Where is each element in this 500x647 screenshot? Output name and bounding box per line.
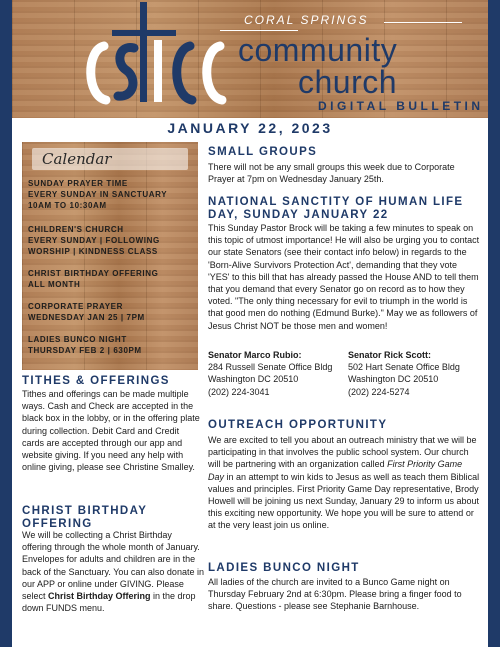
calendar-item-birthday-offering	[28, 268, 196, 290]
calendar-panel	[22, 142, 198, 370]
small-groups-heading: SMALL GROUPS	[208, 146, 318, 158]
senator-rubio-city: Washington DC 20510	[208, 374, 299, 385]
calendar-item-text: CHRIST BIRTHDAY OFFERING ALL MONTH	[28, 269, 159, 289]
senator-scott-name: Senator Rick Scott:	[348, 350, 432, 360]
senator-rubio-phone: (202) 224-3041	[208, 386, 270, 397]
outreach-italic: First Priority Game Day	[208, 459, 463, 482]
calendar-item-bunco	[28, 334, 196, 356]
senator-scott-address: 502 Hart Senate Office Bldg	[348, 362, 460, 373]
title-community: community	[238, 32, 398, 68]
bulletin-page	[12, 0, 488, 647]
calendar-item-text: CHILDREN'S CHURCH EVERY SUNDAY | FOLLOWING WORSHIP | KINDNESS CLASS	[28, 225, 160, 256]
calendar-title: Calendar	[32, 148, 188, 170]
outreach-text: We are excited to tell you about an outreach ministry that we will be participating in that involves the public school system. Our church will be partnering with an organization called	[208, 435, 477, 470]
tithes-body: Tithes and offerings can be made multiple ways. Cash and Check are accepted in the black box in the lobby, or in the offering plate during collection. Debit Card and Credit cards are accepted through our app and website giving. If you need any help with online giving, please see Christine Smalley.	[22, 389, 200, 473]
header-banner	[12, 0, 488, 118]
calendar-item-text: CORPORATE PRAYER WEDNESDAY JAN 25 | 7PM	[28, 302, 145, 322]
christ-birthday-heading: CHRIST BIRTHDAY OFFERING	[22, 505, 148, 530]
senator-scott-city: Washington DC 20510	[348, 374, 439, 385]
title-church: church	[298, 64, 398, 100]
subtitle-digital-bulletin: DIGITAL BULLETIN	[318, 99, 484, 113]
christ-birthday-body	[22, 529, 204, 614]
christ-birthday-bold: Christ Birthday Offering	[48, 591, 151, 602]
tagline-rule-right	[384, 22, 462, 23]
senator-rubio-address: 284 Russell Senate Office Bldg	[208, 362, 333, 373]
tagline: CORAL SPRINGS	[244, 13, 369, 27]
tithes-heading: TITHES & OFFERINGS	[22, 375, 170, 387]
bulletin-date: JANUARY 22, 2023	[167, 120, 333, 136]
tagline-rule-left	[220, 30, 298, 31]
bunco-body: All ladies of the church are invited to a Bunco Game night on Thursday February 2nd at 6:30pm. Please bring a finger food to share. Questions - please see Stephanie Barnhouse.	[208, 577, 462, 612]
calendar-item-text: LADIES BUNCO NIGHT THURSDAY FEB 2 | 630PM	[28, 335, 142, 355]
outreach-text-end: in an attempt to win kids to Jesus as well as teach them Biblical values and principles. First Priority Game Day representative, Brody Howell will be joining us next Sunday, January 29 to inform us about this exciting new opportunity. We hope you will be sure to attend or at the very least join us online.	[208, 471, 480, 531]
calendar-item-childrens-church	[28, 224, 196, 257]
outreach-heading: OUTREACH OPPORTUNITY	[208, 419, 388, 431]
senator-scott-phone: (202) 224-5274	[348, 386, 410, 397]
outreach-body	[208, 434, 480, 532]
small-groups-body: There will not be any small groups this week due to Corporate Prayer at 7pm on Wednesday January 25th.	[208, 162, 455, 185]
church-logo	[82, 0, 232, 118]
sanctity-body: This Sunday Pastor Brock will be taking a few minutes to speak on this topic of utmost importance! He will also be urging you to contact our state Senators (see their contact info below) in regards to the 'Born-Alive Survivors Protection Act', demanding that they vote 'YES' to this bill that has already passed the House AND to tell them that you demand that every Senator go on record as to how they voted. "The only thing necessary for evil to triumph in the world is that good men do nothing (Edmund Burke)." May we as followers of Jesus Christ NOT be those men and women!	[208, 223, 480, 331]
bunco-heading: LADIES BUNCO NIGHT	[208, 562, 360, 574]
christ-birthday-text: We will be collecting a Christ Birthday offering through the whole month of January. Envelopes for adults and children are in the back of the Sanctuary. You can also donate in our APP or online under GIVING. Please select	[22, 530, 204, 602]
senator-rubio	[208, 349, 348, 398]
christ-birthday-text-end: in the drop down FUNDS menu.	[22, 591, 196, 614]
sanctity-heading: NATIONAL SANCTITY OF HUMAN LIFE DAY, SUNDAY JANUARY 22	[208, 196, 464, 221]
calendar-item-corporate-prayer	[28, 301, 196, 323]
calendar-item-text: SUNDAY PRAYER TIME EVERY SUNDAY IN SANCTUARY 10AM TO 10:30AM	[28, 179, 168, 210]
senator-rubio-name: Senator Marco Rubio:	[208, 350, 302, 360]
calendar-item-prayer-time	[28, 178, 196, 211]
senator-scott	[348, 349, 482, 398]
